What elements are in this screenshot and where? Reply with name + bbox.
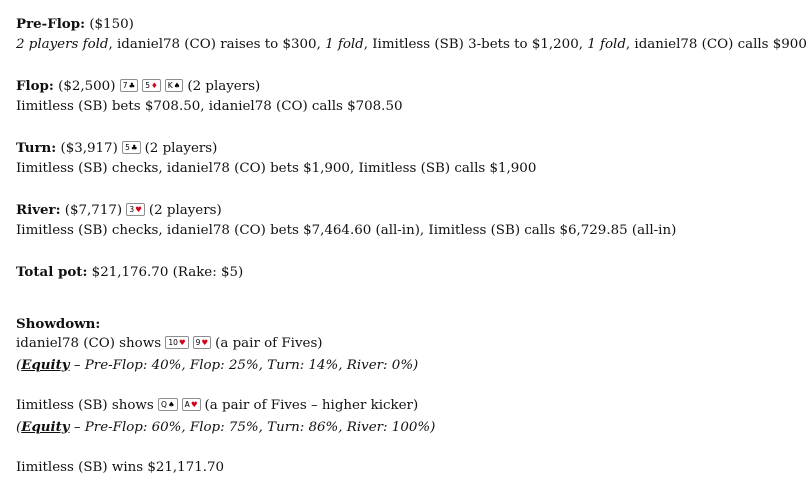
- card-suit-icon: ♥: [190, 400, 198, 409]
- equity-link-1[interactable]: Equity: [21, 356, 70, 373]
- river-header: [16, 200, 696, 221]
- card-rank: K: [167, 81, 173, 90]
- flop-header: [16, 76, 696, 97]
- card-rank: A: [184, 400, 190, 409]
- equity-link-2[interactable]: Equity: [21, 418, 70, 435]
- card-suit-icon: ♦: [150, 81, 158, 90]
- playing-card: [182, 398, 201, 411]
- total-pot-value: $21,176.70 (Rake: $5): [91, 265, 244, 280]
- river-cards: [126, 203, 149, 218]
- turn-pot: ($3,917): [60, 141, 118, 156]
- card-suit-icon: ♣: [128, 81, 136, 90]
- turn-action: Iimitless (SB) checks, idaniel78 (CO) bets $1,900, Iimitless (SB) calls $1,900: [16, 160, 537, 176]
- turn-header: [16, 138, 696, 159]
- total-pot-label: Total pot:: [16, 264, 88, 280]
- preflop-3bet: , Iimitless (SB) 3-bets to $1,200,: [363, 36, 588, 52]
- playing-card: [165, 79, 184, 92]
- flop-players: (2 players): [187, 79, 261, 94]
- turn-title: Turn:: [16, 140, 57, 156]
- showdown-hand-2: [16, 396, 696, 417]
- card-suit-icon: ♥: [201, 338, 209, 347]
- playing-card: [122, 141, 141, 154]
- equity-detail-2: – Pre-Flop: 60%, Flop: 75%, Turn: 86%, River: 100%): [69, 419, 436, 435]
- card-suit-icon: ♠: [167, 400, 175, 409]
- card-suit-icon: ♣: [130, 143, 138, 152]
- flop-cards: [120, 79, 188, 94]
- showdown-hand-1-player: idaniel78 (CO) shows: [16, 336, 162, 351]
- card-rank: 10: [168, 338, 178, 347]
- flop-title: Flop:: [16, 78, 54, 94]
- card-rank: 3: [129, 205, 135, 214]
- winner-line: Iimitless (SB) wins $21,171.70: [16, 460, 225, 475]
- flop-pot: ($2,500): [58, 79, 116, 94]
- showdown-hand-2-cards: [158, 398, 205, 413]
- river-title: River:: [16, 202, 61, 218]
- playing-card: [126, 203, 145, 216]
- equity-open-2: (: [16, 419, 22, 435]
- preflop-fold-2: 1 fold: [325, 36, 364, 52]
- showdown-hand-1-cards: [165, 336, 215, 351]
- preflop-header: [16, 14, 696, 35]
- total-pot: [16, 262, 696, 283]
- showdown-hand-1-result: (a pair of Fives): [215, 336, 323, 351]
- card-rank: Q: [161, 400, 167, 409]
- card-suit-icon: ♥: [178, 338, 186, 347]
- showdown-hand-2-result: (a pair of Fives – higher kicker): [204, 398, 419, 413]
- equity-open-1: (: [16, 357, 22, 373]
- showdown-hand-2-player: Iimitless (SB) shows: [16, 398, 154, 413]
- playing-card: [165, 336, 188, 349]
- showdown-title: [16, 314, 696, 335]
- playing-card: [193, 336, 212, 349]
- showdown-hand-2-equity: [16, 417, 696, 438]
- preflop-raise: , idaniel78 (CO) raises to $300,: [108, 36, 326, 52]
- showdown-hand-1-equity: [16, 355, 696, 376]
- playing-card: [142, 79, 161, 92]
- preflop-fold-3: 1 fold: [587, 36, 626, 52]
- preflop-fold-1: 2 players fold: [16, 36, 109, 52]
- card-suit-icon: ♥: [135, 205, 142, 214]
- river-players: (2 players): [148, 203, 222, 218]
- preflop-call: , idaniel78 (CO) calls $900: [625, 36, 807, 52]
- playing-card: [120, 79, 139, 92]
- equity-detail-1: – Pre-Flop: 40%, Flop: 25%, Turn: 14%, River: 0%): [69, 357, 419, 373]
- card-rank: 5: [145, 81, 150, 90]
- flop-action: Iimitless (SB) bets $708.50, idaniel78 (CO) calls $708.50: [16, 98, 403, 114]
- showdown-title-text: Showdown:: [16, 315, 101, 332]
- playing-card: [158, 398, 178, 411]
- preflop-pot: ($150): [89, 17, 134, 32]
- card-rank: 5: [125, 143, 130, 152]
- turn-cards: [122, 141, 145, 156]
- preflop-action: [16, 35, 807, 56]
- showdown-hand-1: [16, 334, 696, 355]
- river-action: Iimitless (SB) checks, idaniel78 (CO) bets $7,464.60 (all-in), Iimitless (SB) calls $6,729.85 (all-in): [16, 222, 677, 238]
- hand-history: [16, 14, 807, 479]
- preflop-title: Pre-Flop:: [16, 16, 86, 32]
- turn-players: (2 players): [144, 141, 218, 156]
- card-rank: 9: [195, 338, 201, 347]
- river-pot: ($7,717): [64, 203, 123, 218]
- card-rank: 7: [122, 81, 128, 90]
- card-suit-icon: ♠: [173, 81, 181, 90]
